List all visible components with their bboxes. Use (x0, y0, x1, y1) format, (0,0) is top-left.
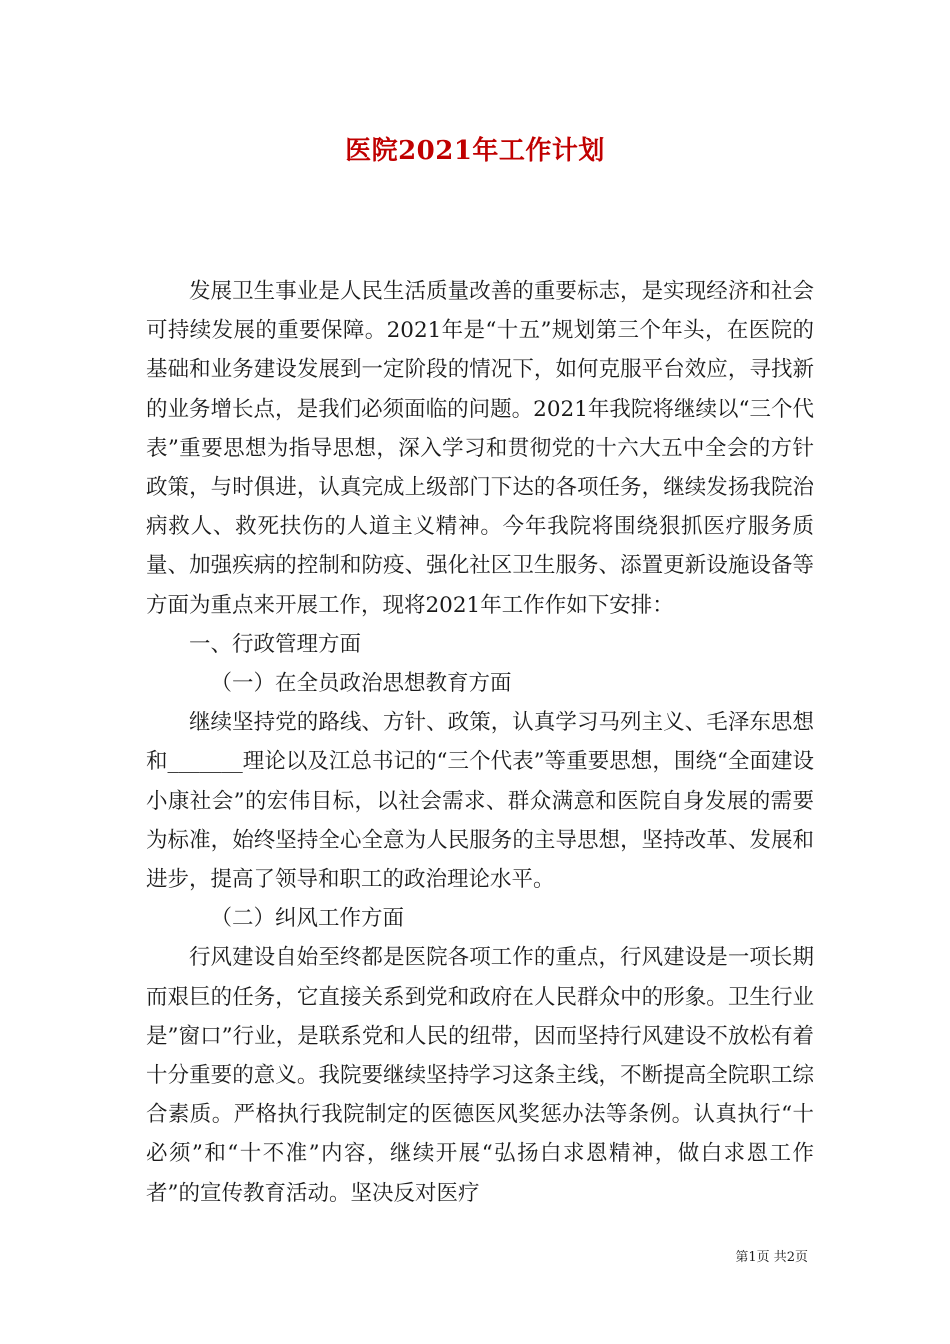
section-heading-admin: 一、行政管理方面 (189, 631, 362, 657)
document-title: 医院2021年工作计划 (345, 136, 605, 166)
paragraph-political-education: 继续坚持党的路线、方针、政策，认真学习马列主义、毛泽东思想和_______理论以及江总书记的“三个代表”等重要思想，围绕“全面建设小康社会”的宏伟目标，以社会需求、群众满意和医院自身发展的需要为标准，始终坚持全心全意为人民服务的主导思想，坚持改革、发展和进步，提高了领导和职工的政治理论水平。 (146, 710, 814, 893)
subsection-heading-conduct: （二）纠风工作方面 (210, 906, 405, 932)
page-number: 第1页 共2页 (735, 1250, 808, 1265)
paragraph-intro: 发展卫生事业是人民生活质量改善的重要标志，是实现经济和社会可持续发展的重要保障。2021年是“十五”规划第三个年头，在医院的基础和业务建设发展到一定阶段的情况下，如何克服平台效应，寻找新的业务增长点，是我们必须面临的问题。2021年我院将继续以“三个代表”重要思想为指导思想，深入学习和贯彻党的十六大五中全会的方针政策，与时俱进，认真完成上级部门下达的各项任务，继续发扬我院治病救人、救死扶伤的人道主义精神。今年我院将围绕狠抓医疗服务质量、加强疾病的控制和防疫、强化社区卫生服务、添置更新设施设备等方面为重点来开展工作，现将2021年工作作如下安排： (146, 279, 814, 618)
subsection-heading-political-education: （一）在全员政治思想教育方面 (210, 671, 512, 697)
paragraph-conduct: 行风建设自始至终都是医院各项工作的重点，行风建设是一项长期而艰巨的任务，它直接关系到党和政府在人民群众中的形象。卫生行业是”窗口”行业，是联系党和人民的纽带，因而坚持行风建设不放松有着十分重要的意义。我院要继续坚持学习这条主线，不断提高全院职工综合素质。严格执行我院制定的医德医风奖惩办法等条例。认真执行“十必须”和“十不准”内容，继续开展“弘扬白求恩精神，做白求恩工作者”的宣传教育活动。坚决反对医疗 (146, 945, 814, 1206)
document-body (146, 272, 814, 1213)
